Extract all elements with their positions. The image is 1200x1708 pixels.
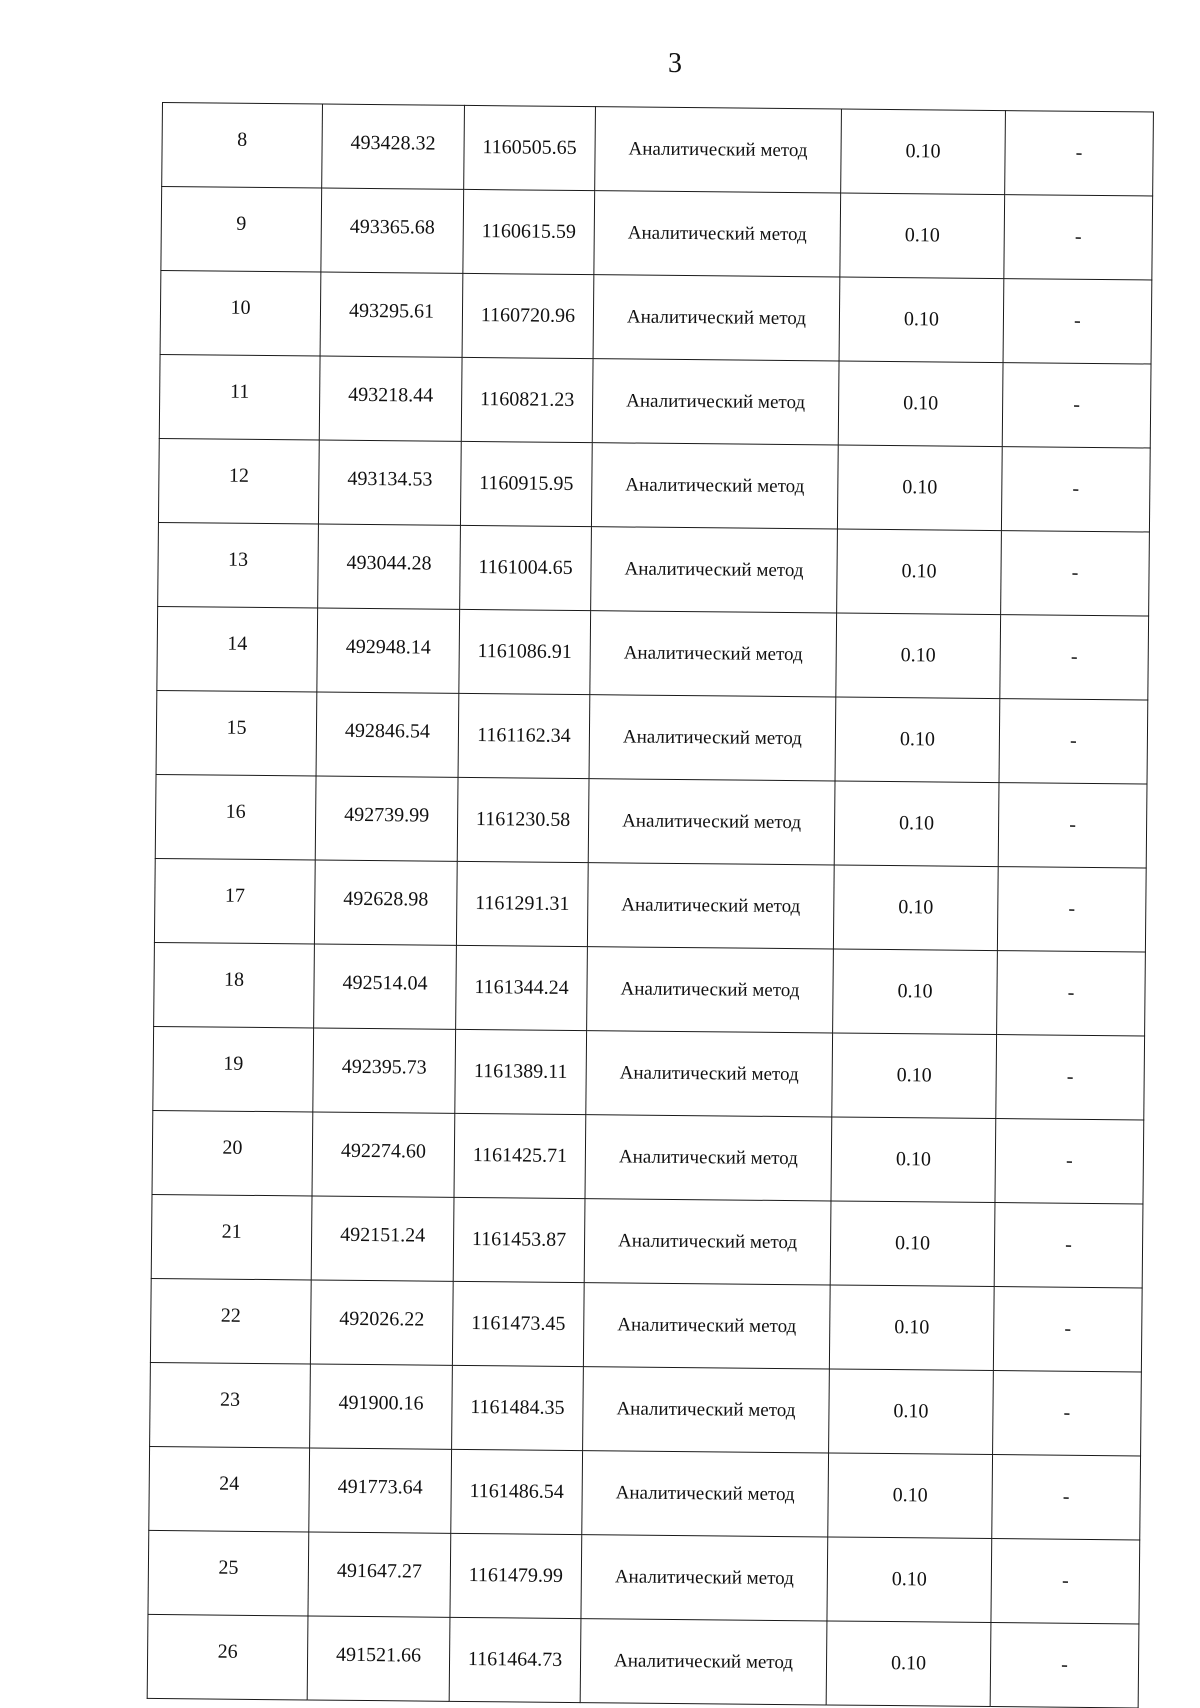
- point-number-cell: 20: [152, 1110, 313, 1196]
- table-row: [151, 1194, 1143, 1288]
- table-row: [154, 858, 1146, 952]
- y-coordinate-cell: 1160720.96: [462, 273, 594, 358]
- y-coordinate-cell: 1161291.31: [456, 861, 588, 946]
- method-cell: Аналитический метод: [589, 695, 836, 781]
- note-cell: -: [995, 1119, 1144, 1204]
- table-row: [160, 270, 1152, 364]
- table-row: [162, 103, 1154, 197]
- x-coordinate-cell: 491647.27: [308, 1532, 451, 1617]
- table-row: [149, 1446, 1141, 1540]
- accuracy-cell: 0.10: [838, 361, 1003, 447]
- point-number-cell: 19: [153, 1026, 314, 1112]
- y-coordinate-cell: 1160615.59: [463, 189, 595, 274]
- note-cell: -: [997, 951, 1146, 1036]
- y-coordinate-cell: 1161086.91: [459, 609, 591, 694]
- accuracy-cell: 0.10: [829, 1369, 994, 1455]
- table-row: [161, 187, 1153, 281]
- method-cell: Аналитический метод: [588, 779, 835, 865]
- point-number-cell: 10: [160, 270, 321, 356]
- note-cell: -: [998, 783, 1147, 868]
- accuracy-cell: 0.10: [828, 1453, 993, 1539]
- method-cell: Аналитический метод: [581, 1535, 828, 1621]
- method-cell: Аналитический метод: [590, 611, 837, 697]
- note-cell: -: [1003, 279, 1152, 364]
- accuracy-cell: 0.10: [826, 1621, 991, 1707]
- table-row: [153, 1026, 1145, 1120]
- table-row: [147, 1614, 1139, 1708]
- accuracy-cell: 0.10: [837, 445, 1002, 531]
- x-coordinate-cell: 492514.04: [314, 944, 457, 1029]
- accuracy-cell: 0.10: [841, 109, 1006, 195]
- point-number-cell: 14: [157, 606, 318, 692]
- x-coordinate-cell: 492026.22: [310, 1280, 453, 1365]
- method-cell: Аналитический метод: [595, 107, 842, 193]
- table-row: [156, 690, 1148, 784]
- point-number-cell: 22: [150, 1278, 311, 1364]
- x-coordinate-cell: 491900.16: [310, 1364, 453, 1449]
- y-coordinate-cell: 1161004.65: [460, 525, 592, 610]
- method-cell: Аналитический метод: [585, 1115, 832, 1201]
- method-cell: Аналитический метод: [583, 1283, 830, 1369]
- method-cell: Аналитический метод: [594, 191, 841, 277]
- method-cell: Аналитический метод: [587, 947, 834, 1033]
- method-cell: Аналитический метод: [587, 863, 834, 949]
- x-coordinate-cell: 492948.14: [317, 608, 460, 693]
- x-coordinate-cell: 492395.73: [313, 1028, 456, 1113]
- point-number-cell: 24: [149, 1446, 310, 1532]
- y-coordinate-cell: 1161484.35: [452, 1365, 584, 1450]
- table-row: [148, 1530, 1140, 1624]
- point-number-cell: 18: [154, 942, 315, 1028]
- table-row: [152, 1110, 1144, 1204]
- table-row: [155, 774, 1147, 868]
- x-coordinate-cell: 493134.53: [318, 440, 461, 525]
- note-cell: -: [993, 1371, 1142, 1456]
- point-number-cell: 11: [159, 354, 320, 440]
- y-coordinate-cell: 1161479.99: [450, 1533, 582, 1618]
- accuracy-cell: 0.10: [830, 1201, 995, 1287]
- point-number-cell: 23: [150, 1362, 311, 1448]
- point-number-cell: 17: [154, 858, 315, 944]
- x-coordinate-cell: 492274.60: [312, 1112, 455, 1197]
- table-row: [157, 606, 1149, 700]
- note-cell: -: [992, 1455, 1141, 1540]
- y-coordinate-cell: 1160821.23: [461, 357, 593, 442]
- point-number-cell: 13: [158, 522, 319, 608]
- accuracy-cell: 0.10: [837, 529, 1002, 615]
- table-row: [158, 438, 1150, 532]
- note-cell: -: [997, 867, 1146, 952]
- note-cell: -: [1002, 363, 1151, 448]
- point-number-cell: 9: [161, 187, 322, 273]
- point-number-cell: 21: [151, 1194, 312, 1280]
- point-number-cell: 15: [156, 690, 317, 776]
- note-cell: -: [991, 1539, 1140, 1624]
- y-coordinate-cell: 1161486.54: [451, 1449, 583, 1534]
- table-row: [159, 354, 1151, 448]
- note-cell: -: [1001, 447, 1150, 532]
- y-coordinate-cell: 1161473.45: [452, 1281, 584, 1366]
- coordinates-table: [147, 102, 1154, 1708]
- accuracy-cell: 0.10: [834, 781, 999, 867]
- method-cell: Аналитический метод: [593, 275, 840, 361]
- accuracy-cell: 0.10: [833, 865, 998, 951]
- y-coordinate-cell: 1161453.87: [453, 1197, 585, 1282]
- note-cell: -: [1001, 531, 1150, 616]
- note-cell: -: [993, 1287, 1142, 1372]
- y-coordinate-cell: 1161230.58: [457, 777, 589, 862]
- accuracy-cell: 0.10: [839, 277, 1004, 363]
- x-coordinate-cell: 493365.68: [321, 188, 464, 273]
- coordinates-table-container: [147, 102, 1153, 1708]
- x-coordinate-cell: 491521.66: [307, 1616, 450, 1701]
- accuracy-cell: 0.10: [833, 949, 998, 1035]
- method-cell: Аналитический метод: [591, 443, 838, 529]
- coordinates-table-body: [147, 103, 1153, 1708]
- y-coordinate-cell: 1161162.34: [458, 693, 590, 778]
- note-cell: -: [990, 1623, 1139, 1708]
- point-number-cell: 12: [158, 438, 319, 524]
- method-cell: Аналитический метод: [586, 1031, 833, 1117]
- x-coordinate-cell: 492151.24: [311, 1196, 454, 1281]
- x-coordinate-cell: 492846.54: [316, 692, 459, 777]
- y-coordinate-cell: 1161425.71: [454, 1113, 586, 1198]
- y-coordinate-cell: 1160915.95: [460, 441, 592, 526]
- point-number-cell: 25: [148, 1530, 309, 1616]
- accuracy-cell: 0.10: [829, 1285, 994, 1371]
- page-number: 3: [668, 48, 682, 79]
- x-coordinate-cell: 493218.44: [319, 356, 462, 441]
- note-cell: -: [994, 1203, 1143, 1288]
- method-cell: Аналитический метод: [580, 1619, 827, 1705]
- table-row: [154, 942, 1146, 1036]
- method-cell: Аналитический метод: [591, 527, 838, 613]
- note-cell: -: [1005, 111, 1154, 196]
- x-coordinate-cell: 493428.32: [322, 104, 465, 189]
- accuracy-cell: 0.10: [831, 1117, 996, 1203]
- note-cell: -: [1000, 615, 1149, 700]
- accuracy-cell: 0.10: [840, 193, 1005, 279]
- x-coordinate-cell: 492739.99: [315, 776, 458, 861]
- point-number-cell: 26: [147, 1614, 308, 1700]
- accuracy-cell: 0.10: [832, 1033, 997, 1119]
- accuracy-cell: 0.10: [836, 613, 1001, 699]
- note-cell: -: [1004, 195, 1153, 280]
- table-row: [158, 522, 1150, 616]
- method-cell: Аналитический метод: [582, 1451, 829, 1537]
- table-row: [150, 1278, 1142, 1372]
- note-cell: -: [999, 699, 1148, 784]
- y-coordinate-cell: 1161389.11: [455, 1029, 587, 1114]
- method-cell: Аналитический метод: [592, 359, 839, 445]
- method-cell: Аналитический метод: [584, 1199, 831, 1285]
- note-cell: -: [996, 1035, 1145, 1120]
- method-cell: Аналитический метод: [583, 1367, 830, 1453]
- y-coordinate-cell: 1161344.24: [456, 945, 588, 1030]
- x-coordinate-cell: 493044.28: [318, 524, 461, 609]
- point-number-cell: 8: [162, 103, 323, 189]
- table-row: [150, 1362, 1142, 1456]
- y-coordinate-cell: 1160505.65: [464, 105, 596, 190]
- point-number-cell: 16: [155, 774, 316, 860]
- x-coordinate-cell: 493295.61: [320, 272, 463, 357]
- accuracy-cell: 0.10: [827, 1537, 992, 1623]
- y-coordinate-cell: 1161464.73: [449, 1617, 581, 1702]
- x-coordinate-cell: 492628.98: [314, 860, 457, 945]
- x-coordinate-cell: 491773.64: [309, 1448, 452, 1533]
- accuracy-cell: 0.10: [835, 697, 1000, 783]
